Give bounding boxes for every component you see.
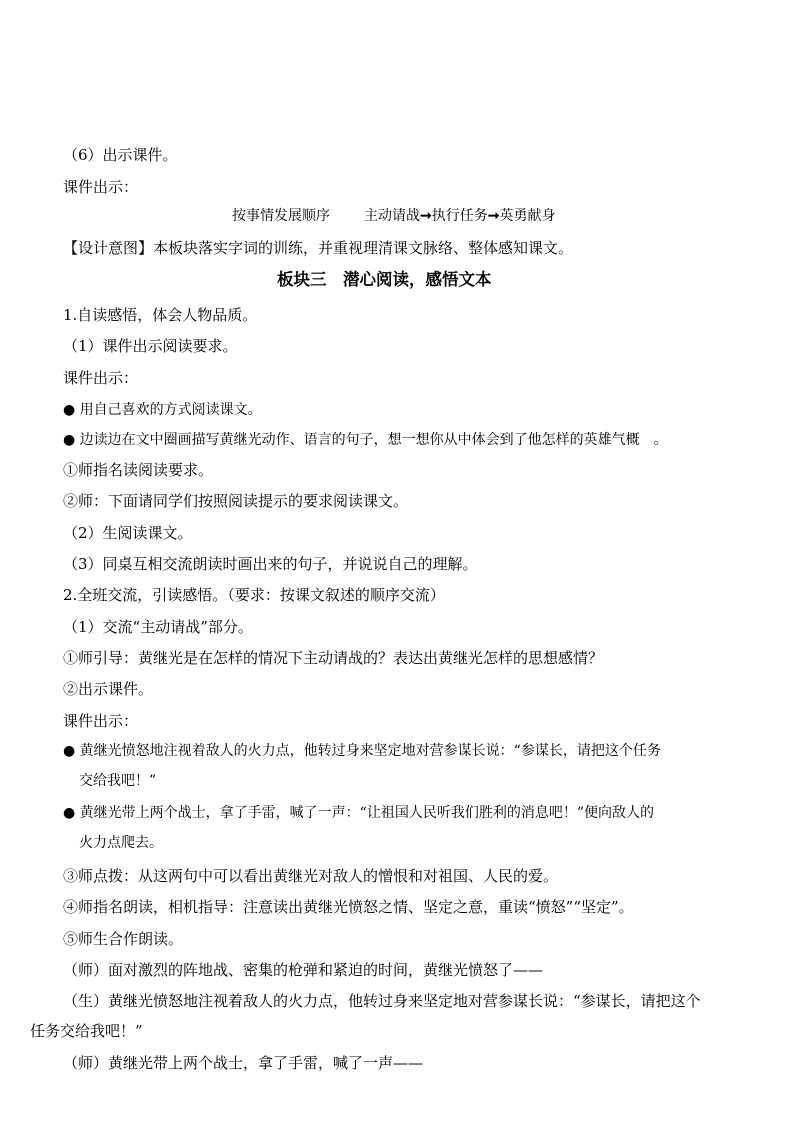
arrow-icon: ➞ <box>420 208 432 224</box>
bullet-text-continued: 交给我吧！” <box>79 773 157 789</box>
design-intent: 【设计意图】本板块落实字词的训练，并重视理清课文脉络、整体感知课文。 <box>63 239 574 257</box>
teacher-step: ⑤师生合作朗读。 <box>63 930 184 948</box>
step-2-1: （1）交流“主动请战”部分。 <box>63 618 253 636</box>
teacher-step: ①师引导：黄继光是在怎样的情况下主动请战的？表达出黄继光怎样的思想感情？ <box>63 649 604 667</box>
dialogue-line-continued: 任务交给我吧！” <box>30 1022 143 1040</box>
teacher-step: ④师指名朗读，相机指导：注意读出黄继光愤怒之情、坚定之意，重读“愤怒”“坚定”。 <box>63 898 634 916</box>
bullet-item <box>63 430 668 450</box>
bullet-icon: ● <box>63 743 76 759</box>
arrow-icon: ➞ <box>487 208 500 224</box>
courseware-label: 课件出示： <box>63 712 139 730</box>
dialogue-line: （师）黄继光带上两个战士，拿了手雷，喊了一声—— <box>63 1054 424 1072</box>
structure-step-1: 主动请战 <box>364 208 420 224</box>
bullet-item <box>63 741 661 761</box>
bullet-icon: ● <box>63 402 76 418</box>
teacher-step: ①师指名读阅读要求。 <box>63 461 214 479</box>
structure-line <box>232 206 555 226</box>
bullet-text: 黄继光带上两个战士，拿了手雷，喊了一声：“让祖国人民听我们胜利的消息吧！”便向敌人的 <box>79 805 654 821</box>
step-1-3: （3）同桌互相交流朗读时画出来的句子，并说说自己的理解。 <box>63 555 478 573</box>
structure-step-3: 英勇献身 <box>499 208 556 224</box>
step-1-title: 1.自读感悟，体会人物品质。 <box>63 306 258 324</box>
courseware-label: 课件出示： <box>63 369 139 387</box>
teacher-step: ③师点拨：从这两句中可以看出黄继光对敌人的憎恨和对祖国、人民的爱。 <box>63 867 559 885</box>
step-2-title: 2.全班交流，引读感悟。（要求：按课文叙述的顺序交流） <box>63 586 445 604</box>
bullet-item <box>63 400 262 420</box>
teacher-step: ②师：下面请同学们按照阅读提示的要求阅读课文。 <box>63 492 409 510</box>
bullet-icon: ● <box>63 432 76 448</box>
bullet-text: 边读边在文中圈画描写黄继光动作、语言的句子，想一想你从中体会到了他怎样的英雄气概 。 <box>79 432 668 448</box>
bullet-text: 用自己喜欢的方式阅读课文。 <box>79 402 262 418</box>
courseware-label: 课件出示： <box>63 178 139 196</box>
structure-step-2: 执行任务 <box>431 208 488 224</box>
section-heading: 板块三 潜心阅读，感悟文本 <box>277 270 492 289</box>
teacher-step: ②出示课件。 <box>63 680 154 698</box>
bullet-text-continued: 火力点爬去。 <box>79 835 163 851</box>
structure-order-label: 按事情发展顺序 <box>232 208 330 224</box>
dialogue-line: （生）黄继光愤怒地注视着敌人的火力点，他转过身来坚定地对营参谋长说：“参谋长，请把这个 <box>63 992 701 1010</box>
bullet-item <box>63 803 654 823</box>
step-show-courseware: （6）出示课件。 <box>63 146 178 164</box>
step-1-1: （1）课件出示阅读要求。 <box>63 337 238 355</box>
bullet-text: 黄继光愤怒地注视着敌人的火力点，他转过身来坚定地对营参谋长说：“参谋长，请把这个任务 <box>79 743 661 759</box>
dialogue-line: （师）面对激烈的阵地战、密集的枪弹和紧迫的时间，黄继光愤怒了—— <box>63 961 544 979</box>
step-1-2: （2）生阅读课文。 <box>63 524 193 542</box>
bullet-icon: ● <box>63 805 76 821</box>
